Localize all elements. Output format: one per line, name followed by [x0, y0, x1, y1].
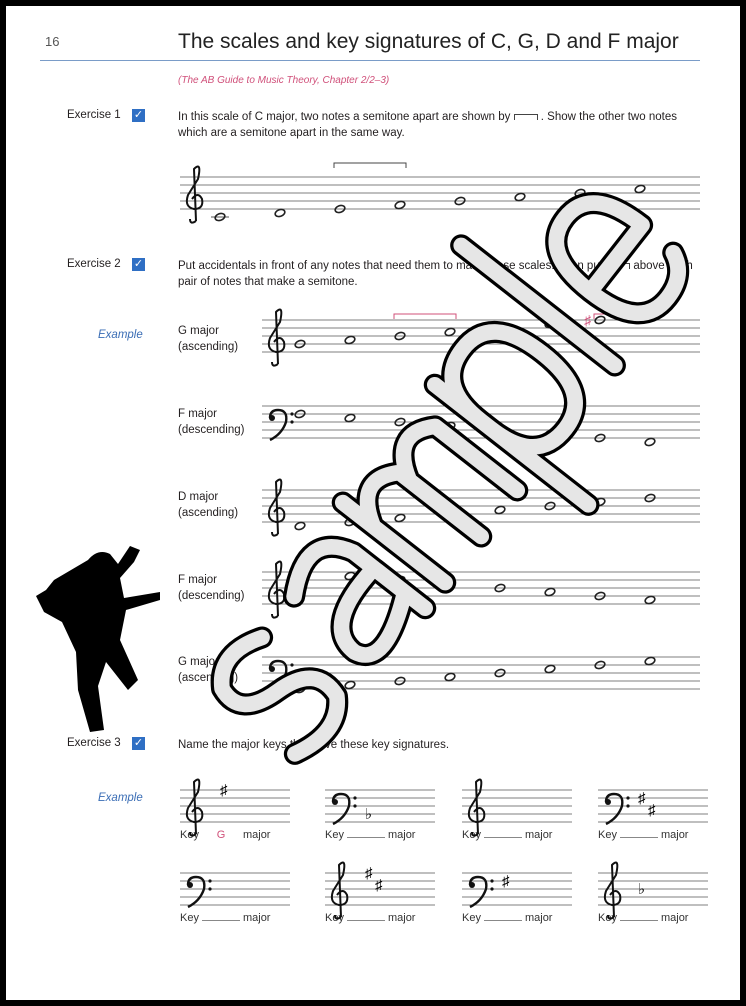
bass-clef-dot — [290, 671, 293, 674]
flat-icon: ♭ — [365, 806, 373, 823]
bass-clef-curve — [333, 794, 349, 824]
bass-clef-dot — [605, 799, 611, 805]
whole-note — [594, 497, 606, 507]
whole-note — [394, 200, 406, 210]
major-label: major — [387, 912, 416, 924]
example-answer[interactable]: G — [216, 829, 226, 841]
bass-clef-icon — [605, 794, 630, 824]
bass-clef-dot — [626, 804, 629, 807]
text: above each pair of notes that make a semitone. — [178, 260, 693, 288]
bass-clef-curve — [270, 661, 286, 691]
bass-clef-dot — [187, 882, 193, 888]
whole-note — [544, 319, 556, 329]
sharp-icon: ♯ — [638, 790, 646, 807]
major-label: major — [524, 829, 553, 841]
scale-direction: (descending) — [178, 590, 245, 602]
bass-clef-dot — [208, 887, 211, 890]
page-title: The scales and key signatures of C, G, D and F major — [178, 30, 679, 53]
bass-clef-dot — [290, 412, 293, 415]
sharp-icon: ♯ — [365, 865, 373, 882]
scale-direction: (descending) — [178, 424, 245, 436]
bass-clef-dot — [490, 879, 493, 882]
exercise3-text: Name the major keys that have these key signatures. — [178, 739, 450, 751]
exercise2-label: Exercise 2 — [67, 258, 121, 270]
exercise2-checkbox[interactable]: ✓ — [133, 258, 144, 270]
sharp-icon: ♯ — [375, 877, 383, 894]
major-label: major — [660, 912, 689, 924]
scale-direction: (ascending) — [178, 507, 239, 519]
bass-clef-curve — [270, 410, 286, 440]
whole-note — [644, 656, 656, 666]
bass-clef-dot — [353, 796, 356, 799]
whole-note — [344, 571, 356, 581]
key-label: Key — [325, 829, 344, 841]
scale-name: F major — [178, 408, 217, 420]
bass-clef-icon — [187, 877, 212, 907]
bass-clef-icon — [269, 410, 294, 440]
bass-clef-curve — [470, 877, 486, 907]
major-label: major — [387, 829, 416, 841]
bass-clef-icon — [469, 877, 494, 907]
bass-clef-curve — [606, 794, 622, 824]
whole-note — [544, 429, 556, 439]
exercise3-label: Exercise 3 — [67, 737, 121, 749]
whole-note — [494, 505, 506, 515]
scale-name: F major — [178, 574, 217, 586]
music-notation — [6, 6, 740, 1000]
exercise1-checkbox[interactable]: ✓ — [133, 109, 144, 121]
text: In this scale of C major, two notes a semitone apart are shown by — [178, 111, 511, 123]
sharp-icon: ♯ — [502, 873, 510, 890]
whole-note — [644, 311, 656, 321]
major-label: major — [524, 912, 553, 924]
treble-clef-icon — [605, 863, 620, 919]
text: Put accidentals in front of any notes that need them to make these scales. Then put — [178, 260, 603, 272]
page — [6, 6, 740, 1000]
whole-note — [274, 208, 286, 218]
treble-clef-icon — [187, 780, 202, 836]
whole-note — [344, 413, 356, 423]
whole-note — [634, 184, 646, 194]
whole-note — [444, 327, 456, 337]
scale-name: G major — [178, 656, 219, 668]
bass-clef-icon — [332, 794, 357, 824]
whole-note — [444, 579, 456, 589]
whole-note — [544, 664, 556, 674]
treble-clef-icon — [332, 863, 347, 919]
bass-clef-dot — [269, 415, 275, 421]
whole-note — [344, 335, 356, 345]
treble-clef-icon — [269, 562, 284, 618]
bass-clef-dot — [290, 420, 293, 423]
bass-clef-icon — [269, 661, 294, 691]
reference: (The AB Guide to Music Theory, Chapter 2/2–3) — [178, 75, 390, 86]
semitone-bracket — [394, 314, 456, 319]
major-label: major — [242, 912, 271, 924]
scale-name: D major — [178, 491, 219, 503]
whole-note — [444, 672, 456, 682]
treble-clef-icon — [269, 310, 284, 366]
sharp-icon: ♯ — [584, 312, 591, 328]
treble-clef-icon — [269, 480, 284, 536]
bass-clef-dot — [208, 879, 211, 882]
bass-clef-dot — [290, 663, 293, 666]
whole-note — [644, 595, 656, 605]
sharp-icon: ♯ — [648, 802, 656, 819]
bass-clef-curve — [188, 877, 204, 907]
key-label: Key — [325, 912, 344, 924]
whole-note — [444, 421, 456, 431]
exercise1-label: Exercise 1 — [67, 109, 121, 121]
bass-clef-dot — [469, 882, 475, 888]
key-label: Key — [462, 829, 481, 841]
exercise3-checkbox[interactable]: ✓ — [133, 737, 144, 749]
key-label: Key — [598, 912, 617, 924]
scale-direction: (ascending) — [178, 341, 239, 353]
whole-note — [544, 587, 556, 597]
example-label: Example — [98, 329, 143, 341]
key-label: Key — [180, 912, 199, 924]
key-label: Key — [462, 912, 481, 924]
whole-note — [344, 680, 356, 690]
bass-clef-dot — [332, 799, 338, 805]
whole-note — [514, 192, 526, 202]
major-label: major — [242, 829, 271, 841]
sharp-icon: ♯ — [220, 782, 228, 799]
example-label: Example — [98, 792, 143, 804]
treble-clef-icon — [187, 167, 202, 223]
treble-clef-icon — [469, 780, 484, 836]
scale-direction: (ascending) — [178, 672, 239, 684]
major-label: major — [660, 829, 689, 841]
page-number: 16 — [45, 34, 60, 49]
text: . Show the other two notes which are a semitone apart in the same way. — [178, 111, 677, 139]
key-label: Key — [598, 829, 617, 841]
flat-icon: ♭ — [638, 881, 646, 898]
whole-note — [394, 513, 406, 523]
bass-clef-dot — [269, 666, 275, 672]
semitone-bracket — [334, 163, 406, 168]
scale-name: G major — [178, 325, 219, 337]
bass-clef-dot — [490, 887, 493, 890]
bass-clef-dot — [626, 796, 629, 799]
whole-note — [644, 437, 656, 447]
whole-note — [294, 521, 306, 531]
key-label: Key — [180, 829, 199, 841]
bass-clef-dot — [353, 804, 356, 807]
